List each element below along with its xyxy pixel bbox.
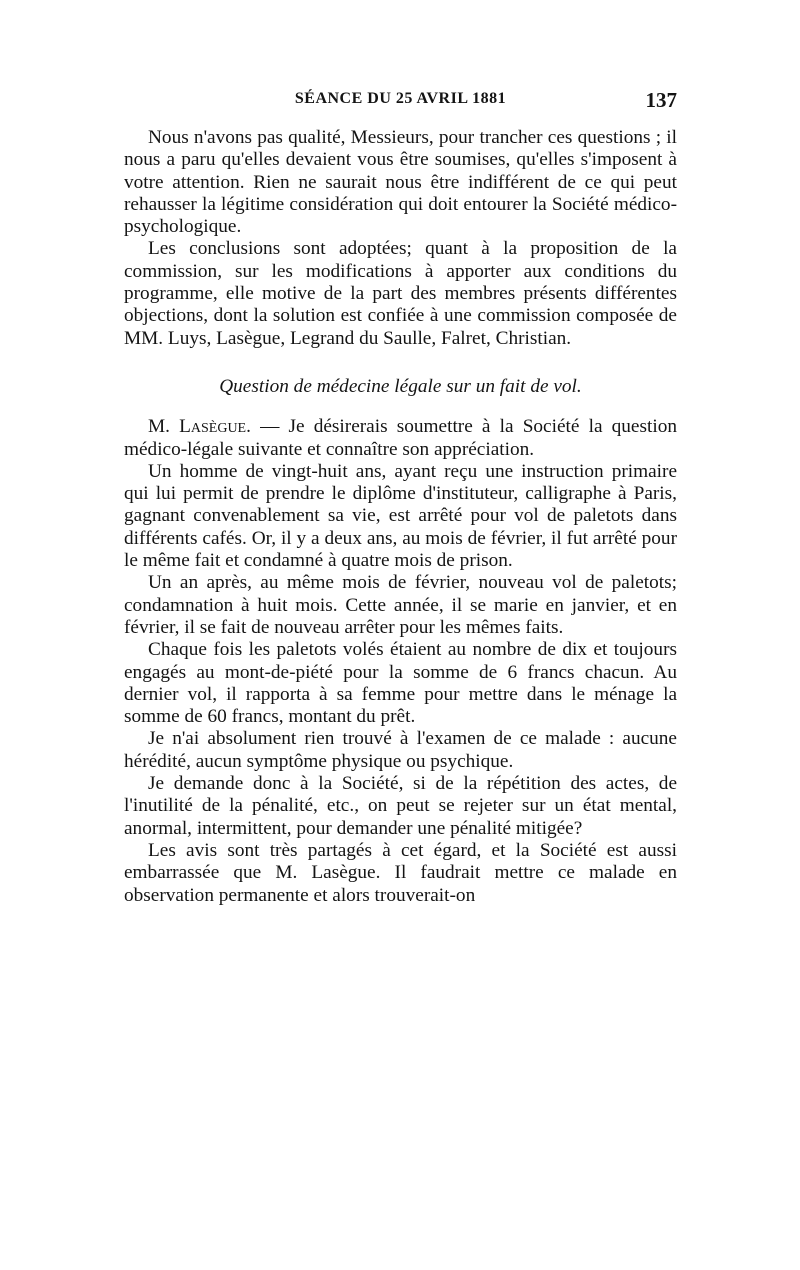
paragraph-8: Je demande donc à la Société, si de la répétition des actes, de l'inutilité de la pénalité, etc., on peut se rejeter sur un état mental, anormal, intermittent, pour demander une pénalité mitigée? xyxy=(124,773,677,839)
paragraph-4: Un homme de vingt-huit ans, ayant reçu une instruction primaire qui lui permit de prendre le diplôme d'instituteur, calligraphe à Paris, gagnant convenablement sa vie, est arrêté pour vol de paletots dans différents cafés. Or, il y a deux ans, au mois de février, il fut arrêté pour le même fait et condamné à quatre mois de prison. xyxy=(124,460,677,572)
body-text xyxy=(124,127,677,907)
paragraph-1: Nous n'avons pas qualité, Messieurs, pour trancher ces questions ; il nous a paru qu'elles devaient vous être soumises, qu'elles s'imposent à votre attention. Rien ne saurait nous être indifférent de ce qui peut rehausser la légitime considération qui doit entourer la Société médico-psychologique. xyxy=(124,127,677,238)
paragraph-7: Je n'ai absolument rien trouvé à l'examen de ce malade : aucune hérédité, aucun symptôme physique ou psychique. xyxy=(124,728,677,772)
paragraph-3-text: — Je désirerais soumettre à la Société la question médico-légale suivante et connaître son appréciation. xyxy=(124,416,677,460)
paragraph-5: Un an après, au même mois de février, nouveau vol de paletots; condamnation à huit mois. Cette année, il se marie en janvier, et en février, il se fait de nouveau arrêter pour les mêmes faits. xyxy=(124,572,677,638)
paragraph-2: Les conclusions sont adoptées; quant à la proposition de la commission, sur les modifications à apporter aux conditions du programme, elle motive de la part des membres présents différentes objections, dont la solution est confiée à une commission composée de MM. Luys, Lasègue, Legrand du Saulle, Falret, Christian. xyxy=(124,238,677,349)
running-title: SÉANCE DU 25 AVRIL 1881 xyxy=(294,90,507,107)
paragraph-9: Les avis sont très partagés à cet égard, et la Société est aussi embarrassée que M. Lasègue. Il faudrait mettre ce malade en observation permanente et alors trouverait-on xyxy=(124,839,677,906)
paragraph-6: Chaque fois les paletots volés étaient au nombre de dix et toujours engagés au mont-de-piété pour la somme de 6 francs chacun. Au dernier vol, il rapporta à sa femme pour mettre dans le ménage la somme de 60 francs, montant du prêt. xyxy=(124,639,677,728)
speaker-name: M. Lasègue. xyxy=(148,416,251,438)
running-head xyxy=(124,90,677,120)
section-title: Question de médecine légale sur un fait de vol. xyxy=(219,375,582,397)
paragraph-3 xyxy=(124,416,677,461)
page-number: 137 xyxy=(645,88,677,112)
